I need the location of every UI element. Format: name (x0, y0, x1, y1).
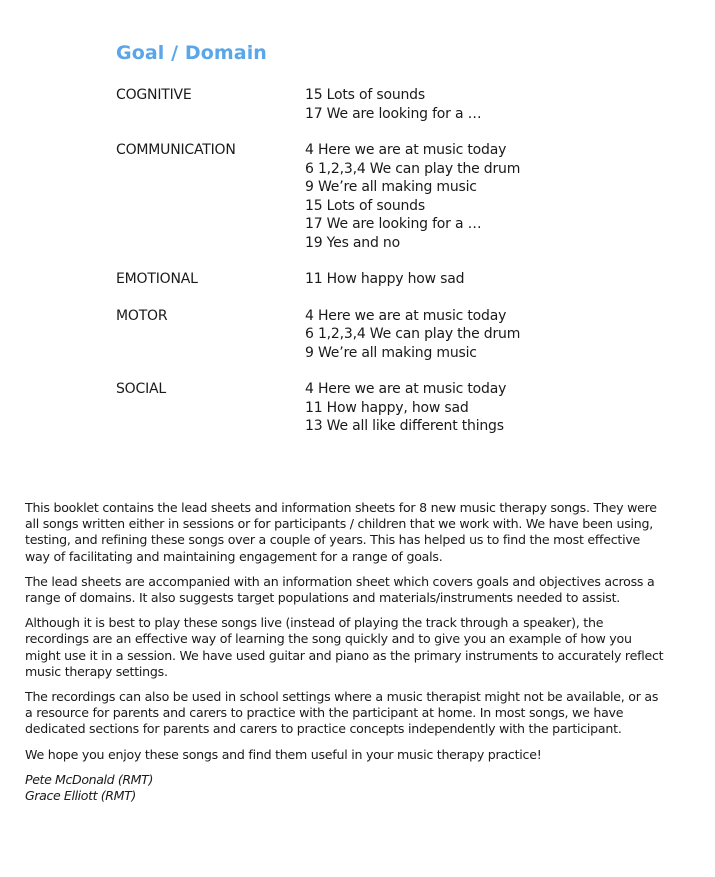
intro-paragraph: Although it is best to play these songs live (instead of playing the track through a speaker), the recordings are an effective way of learning the song quickly and to give you an example of how you might use it in a session. We have used guitar and piano as the primary instruments to accurately reflect music therapy settings. (25, 615, 664, 679)
intro-paragraph: This booklet contains the lead sheets and information sheets for 8 new music therapy songs. They were all songs written either in sessions or for participants / children that we work with. We have been using, testing, and refining these songs over a couple of years. This has helped us to find the most effective way of facilitating and maintaining engagement for a range of goals. (25, 500, 657, 564)
intro-paragraph: We hope you enjoy these songs and find them useful in your music therapy practice! (25, 746, 542, 762)
domain-label: EMOTIONAL (116, 271, 198, 287)
song-item: 11 How happy, how sad (305, 399, 469, 416)
song-list (305, 86, 481, 123)
song-item: 9 We’re all making music (305, 179, 477, 195)
goal-domain-table (116, 86, 596, 454)
signature-author: Pete McDonald (RMT) (25, 771, 153, 787)
song-item: 15 Lots of sounds (305, 87, 425, 103)
domain-label: MOTOR (116, 307, 168, 324)
goal-row-communication (116, 141, 596, 252)
song-item: 15 Lots of sounds (305, 197, 425, 214)
song-item: 4 Here we are at music today (305, 142, 507, 158)
signature-author: Grace Elliott (RMT) (25, 787, 136, 803)
song-item: 6 1,2,3,4 We can play the drum (305, 326, 521, 342)
domain-label: COGNITIVE (116, 87, 192, 103)
intro-paragraph: The lead sheets are accompanied with an information sheet which covers goals and objectives across a range of domains. It also suggests target populations and materials/instruments needed to assist. (25, 573, 655, 606)
domain-label: COMMUNICATION (116, 142, 236, 158)
intro-paragraph: The recordings can also be used in school settings where a music therapist might not be available, or as a resource for parents and carers to practice with the participant at home. In most songs, we have dedicated sections for parents and carers to practice concepts independently with the participant. (25, 689, 659, 737)
goal-row-social (116, 380, 596, 436)
song-list (305, 307, 520, 363)
intro-section (25, 500, 715, 804)
song-item: 9 We’re all making music (305, 344, 477, 361)
song-item: 13 We all like different things (305, 418, 504, 434)
song-item: 17 We are looking for a … (305, 216, 482, 232)
domain-label: SOCIAL (116, 381, 166, 397)
page-heading: Goal / Domain (116, 42, 267, 64)
song-item: 11 How happy how sad (305, 271, 465, 287)
song-list (305, 141, 520, 252)
goal-row-cognitive (116, 86, 596, 123)
song-item: 17 We are looking for a … (305, 105, 482, 122)
goal-row-emotional (116, 270, 596, 289)
goal-row-motor (116, 307, 596, 363)
song-list (305, 380, 506, 436)
song-item: 4 Here we are at music today (305, 307, 507, 324)
song-item: 6 1,2,3,4 We can play the drum (305, 160, 521, 177)
signatures (25, 772, 715, 804)
song-item: 4 Here we are at music today (305, 381, 507, 397)
song-item: 19 Yes and no (305, 234, 400, 251)
song-list (305, 270, 464, 289)
